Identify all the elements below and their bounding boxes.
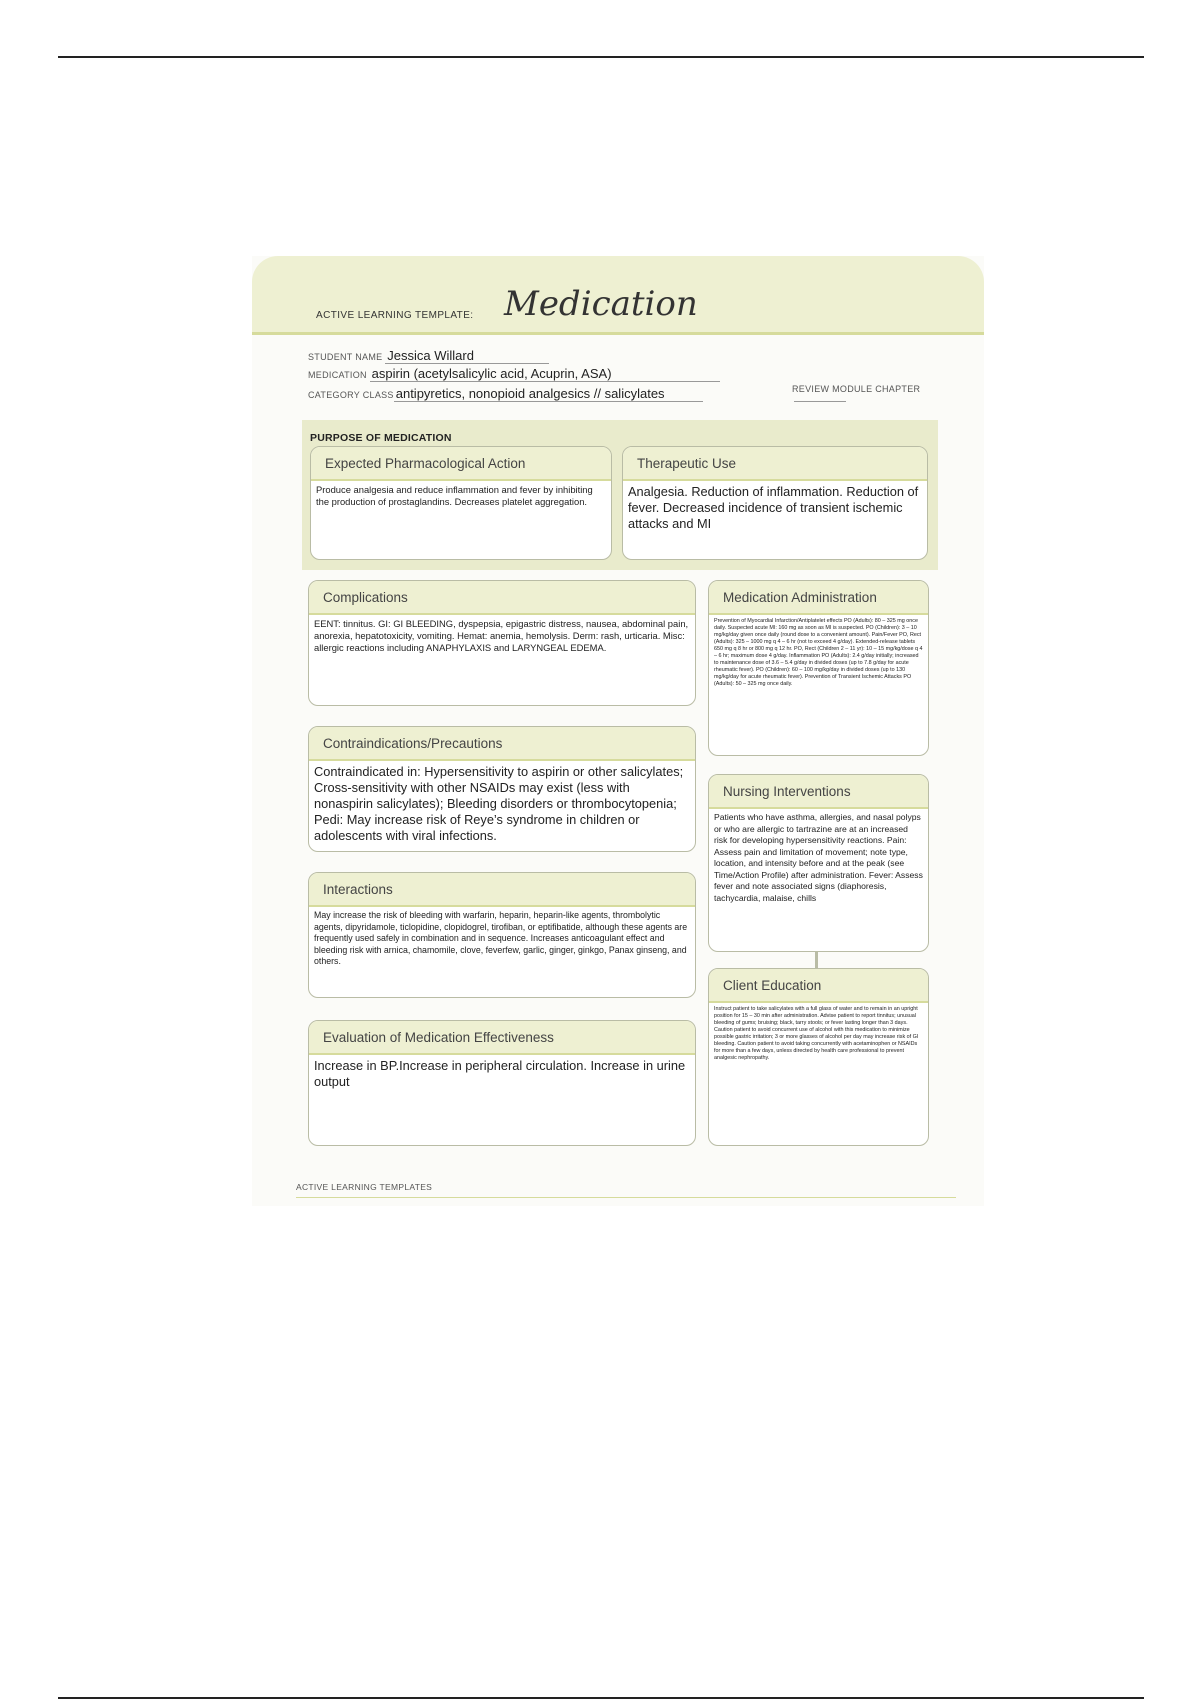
bottom-rule	[58, 1697, 1144, 1699]
connector-line	[815, 951, 818, 969]
medication-value[interactable]: aspirin (acetylsalicylic acid, Acuprin, ASA)	[370, 366, 720, 382]
medication-row	[308, 366, 720, 382]
top-rule	[58, 56, 1144, 58]
nursing-interventions-title: Nursing Interventions	[709, 775, 928, 809]
student-name-row	[308, 348, 549, 364]
client-education-box	[708, 968, 929, 1146]
purpose-title: PURPOSE OF MEDICATION	[310, 432, 452, 444]
evaluation-title: Evaluation of Medication Effectiveness	[309, 1021, 695, 1055]
therapeutic-use-title: Therapeutic Use	[623, 447, 927, 481]
complications-text[interactable]: EENT: tinnitus. GI: GI BLEEDING, dyspepsia, epigastric distress, nausea, abdominal pain, anorexia, hepatotoxicity, vomiting. Hemat: anemia, hemolysis. Derm: rash, urticaria. Misc: allergic reactions including ANAPHYLAXIS and LARYNGEAL EDEMA.	[314, 618, 689, 653]
evaluation-text[interactable]: Increase in BP.Increase in peripheral circulation. Increase in urine output	[314, 1058, 686, 1089]
footer-label: ACTIVE LEARNING TEMPLATES	[296, 1182, 433, 1192]
medication-template-sheet	[252, 256, 984, 1206]
student-name-label: STUDENT NAME	[308, 352, 383, 362]
template-title: Medication	[504, 284, 698, 324]
nursing-interventions-box	[708, 774, 929, 952]
therapeutic-use-box	[622, 446, 928, 560]
medication-administration-text[interactable]: Prevention of Myocardial Infarction/Antiplatelet effects PO (Adults): 80 – 325 mg once daily. Suspected acute MI: 160 mg as soon as MI is suspected. PO (Children): 3 – 10 mg/kg/day given once daily (round dose to a convenient amount). Pain/Fever PO, Rect (Adults): 325 – 1000 mg q 4 – 6 hr (not to exceed 4 g/day). Extended-release tablets 650 mg q 8 hr or 800 mg q 12 hr. PO, Rect (Children 2 – 11 yr): 10 – 15 mg/kg/dose q 4 – 6 hr; maximum dose 4 g/day. Inflammation PO (Adults): 2.4 g/day initially; increased to maintenance dose of 3.6 – 5.4 g/day in divided doses (up to 7.8 g/day for acute rheumatic fever). PO (Children): 60 – 100 mg/kg/day in divided doses (up to 130 mg/kg/day for acute rheumatic fever). Prevention of Transient Ischemic Attacks PO (Adults): 50 – 325 mg once daily.	[714, 618, 923, 687]
category-value[interactable]: antipyretics, nonopioid analgesics // salicylates	[394, 386, 703, 402]
expected-action-text[interactable]: Produce analgesia and reduce inflammation and fever by inhibiting the production of prostaglandins. Decreases platelet aggregation.	[316, 484, 593, 507]
complications-title: Complications	[309, 581, 695, 615]
template-label: ACTIVE LEARNING TEMPLATE:	[316, 310, 474, 321]
interactions-text[interactable]: May increase the risk of bleeding with warfarin, heparin, heparin-like agents, thrombolytic agents, dipyridamole, ticlopidine, clopidogrel, tirofiban, or eptifibatide, although these agents are frequently used safely in combination and in sequence. Increases anticoagulant effect and bleeding risk with arnica, chamomile, clove, feverfew, garlic, ginger, ginkgo, Panax ginseng, and others.	[314, 910, 688, 966]
medication-administration-title: Medication Administration	[709, 581, 928, 615]
contraindications-text[interactable]: Contraindicated in: Hypersensitivity to aspirin or other salicylates; Cross-sensitivity with other NSAIDs may exist (less with nonaspirin salicylates); Bleeding disorders or thrombocytopenia; Pedi: May increase risk of Reye’s syndrome in children or adolescents with viral infections.	[314, 764, 684, 843]
footer-rule	[296, 1197, 956, 1198]
client-education-text[interactable]: Instruct patient to take salicylates with a full glass of water and to remain in an upright position for 15 – 30 min after administration. Advise patient to report tinnitus; unusual bleeding of gums; bruising; black, tarry stools; or fever lasting longer than 3 days. Caution patient to avoid concurrent use of alcohol with this medication to minimize possible gastric irritation; 3 or more glasses of alcohol per day may increase risk of GI bleeding. Caution patient to avoid taking concurrently with acetaminophen or NSAIDs for more than a few days, unless directed by health care professional to prevent analgesic nephropathy.	[714, 1006, 919, 1061]
review-module-label: REVIEW MODULE CHAPTER	[792, 384, 921, 394]
contraindications-box	[308, 726, 696, 852]
student-name-value[interactable]: Jessica Willard	[385, 348, 549, 364]
nursing-interventions-text[interactable]: Patients who have asthma, allergies, and nasal polyps or who are allergic to tartrazine are at an increased risk for developing hypersensitivity reactions. Pain: Assess pain and limitation of movement; note type, location, and intensity before and at the peak (see Time/Action Profile) after administration. Fever: Assess fever and note associated signs (diaphoresis, tachycardia, malaise, chills	[714, 812, 923, 903]
category-label: CATEGORY CLASS	[308, 390, 394, 400]
medication-label: MEDICATION	[308, 370, 367, 380]
medication-administration-box	[708, 580, 929, 756]
interactions-box	[308, 872, 696, 998]
interactions-title: Interactions	[309, 873, 695, 907]
contraindications-title: Contraindications/Precautions	[309, 727, 695, 761]
review-module-chapter	[792, 384, 948, 404]
therapeutic-use-text[interactable]: Analgesia. Reduction of inflammation. Reduction of fever. Decreased incidence of transient ischemic attacks and MI	[628, 484, 919, 531]
evaluation-box	[308, 1020, 696, 1146]
template-header	[252, 256, 984, 335]
review-module-blank[interactable]	[794, 401, 846, 402]
expected-action-box	[310, 446, 612, 560]
complications-box	[308, 580, 696, 706]
category-row	[308, 386, 703, 402]
expected-action-title: Expected Pharmacological Action	[311, 447, 611, 481]
client-education-title: Client Education	[709, 969, 928, 1003]
